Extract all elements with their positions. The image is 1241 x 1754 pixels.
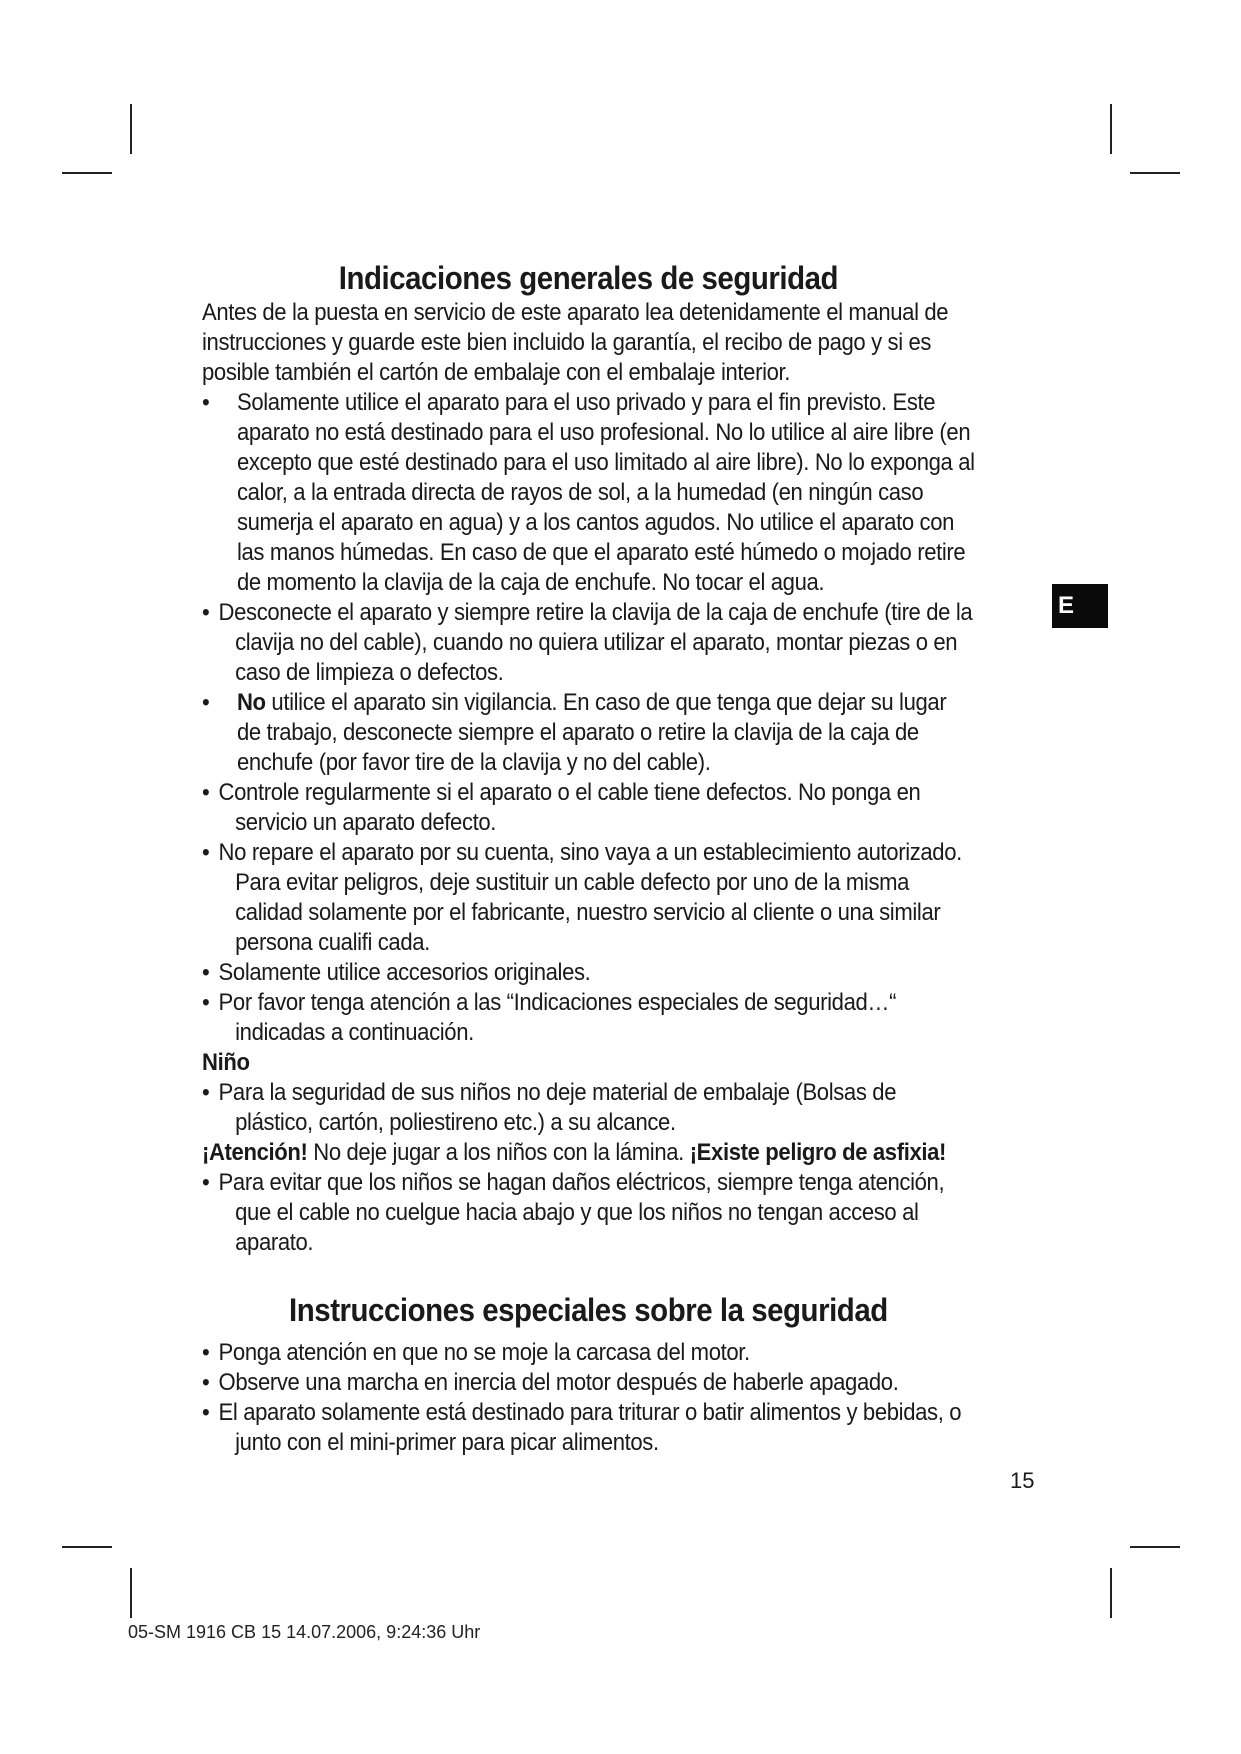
page-number: 15	[1010, 1468, 1035, 1493]
crop-mark-top-left-vertical	[130, 104, 132, 154]
print-footer: 05-SM 1916 CB 15 14.07.2006, 9:24:36 Uhr	[128, 1622, 481, 1642]
general-safety-list	[202, 388, 975, 1048]
crop-mark-bottom-right-horizontal	[1130, 1546, 1180, 1548]
special-safety-list	[202, 1338, 975, 1458]
child-heading: Niño	[202, 1049, 250, 1076]
list-item: • Para la seguridad de sus niños no deje material de embalaje (Bolsas de plástico, cartón, poliestireno etc.) a su alcance.	[202, 1078, 975, 1138]
crop-mark-top-right-horizontal	[1130, 172, 1180, 174]
list-item: • Solamente utilice el aparato para el uso privado y para el fin previsto. Este aparato no está destinado para el uso profesional. No lo utilice al aire libre (en excepto que esté destinado para el uso limitado al aire libre). No lo exponga al calor, a la entrada directa de rayos de sol, a la humedad (en ningún caso sumerja el aparato en agua) y a los cantos agudos. No utilice el aparato con las manos húmedas. En caso de que el aparato esté húmedo o mojado retire de momento la clavija de la caja de enchufe. No tocar el agua.	[202, 388, 975, 598]
list-item: • El aparato solamente está destinado para triturar o batir alimentos y bebidas, o junto con el mini-primer para picar alimentos.	[202, 1398, 975, 1458]
crop-mark-bottom-right-vertical	[1110, 1568, 1112, 1618]
page-title: Indicaciones generales de seguridad	[338, 260, 839, 296]
special-safety-title: Instrucciones especiales sobre la seguridad	[289, 1292, 888, 1328]
list-item: • Ponga atención en que no se moje la carcasa del motor.	[202, 1338, 975, 1368]
list-item: • Para evitar que los niños se hagan daños eléctricos, siempre tenga atención, que el cable no cuelgue hacia abajo y que los niños no tengan acceso al aparato.	[202, 1168, 975, 1258]
list-item: • Por favor tenga atención a las “Indicaciones especiales de seguridad…“ indicadas a continuación.	[202, 988, 975, 1048]
list-item: • Observe una marcha en inercia del motor después de haberle apagado.	[202, 1368, 975, 1398]
attention-note: ¡Atención! No deje jugar a los niños con la lámina. ¡Existe peligro de asfixia!	[202, 1139, 947, 1166]
crop-mark-top-left-horizontal	[62, 172, 112, 174]
language-tab: E	[1052, 584, 1108, 628]
list-item: • Controle regularmente si el aparato o el cable tiene defectos. No ponga en servicio un aparato defecto.	[202, 778, 975, 838]
intro-paragraph: Antes de la puesta en servicio de este aparato lea detenidamente el manual de instrucciones y guarde este bien incluido la garantía, el recibo de pago y si es posible también el cartón de embalaje con el embalaje interior.	[202, 299, 949, 386]
child-safety-list-2	[202, 1168, 975, 1258]
crop-mark-bottom-left-vertical	[130, 1568, 132, 1618]
crop-mark-top-right-vertical	[1110, 104, 1112, 154]
list-item: • No utilice el aparato sin vigilancia. En caso de que tenga que dejar su lugar de trabajo, desconecte siempre el aparato o retire la clavija de la caja de enchufe (por favor tire de la clavija y no del cable).	[202, 688, 975, 778]
bold-no: No	[236, 689, 266, 716]
list-item: • Desconecte el aparato y siempre retire la clavija de la caja de enchufe (tire de la clavija no del cable), cuando no quiera utilizar el aparato, montar piezas o en caso de limpieza o defectos.	[202, 598, 975, 688]
page-content	[202, 258, 975, 1458]
child-safety-list	[202, 1078, 975, 1138]
list-item: • No repare el aparato por su cuenta, sino vaya a un establecimiento autorizado. Para evitar peligros, deje sustituir un cable defecto por uno de la misma calidad solamente por el fabricante, nuestro servicio al cliente o una similar persona cualifi cada.	[202, 838, 975, 958]
list-item: • Solamente utilice accesorios originales.	[202, 958, 975, 988]
crop-mark-bottom-left-horizontal	[62, 1546, 112, 1548]
